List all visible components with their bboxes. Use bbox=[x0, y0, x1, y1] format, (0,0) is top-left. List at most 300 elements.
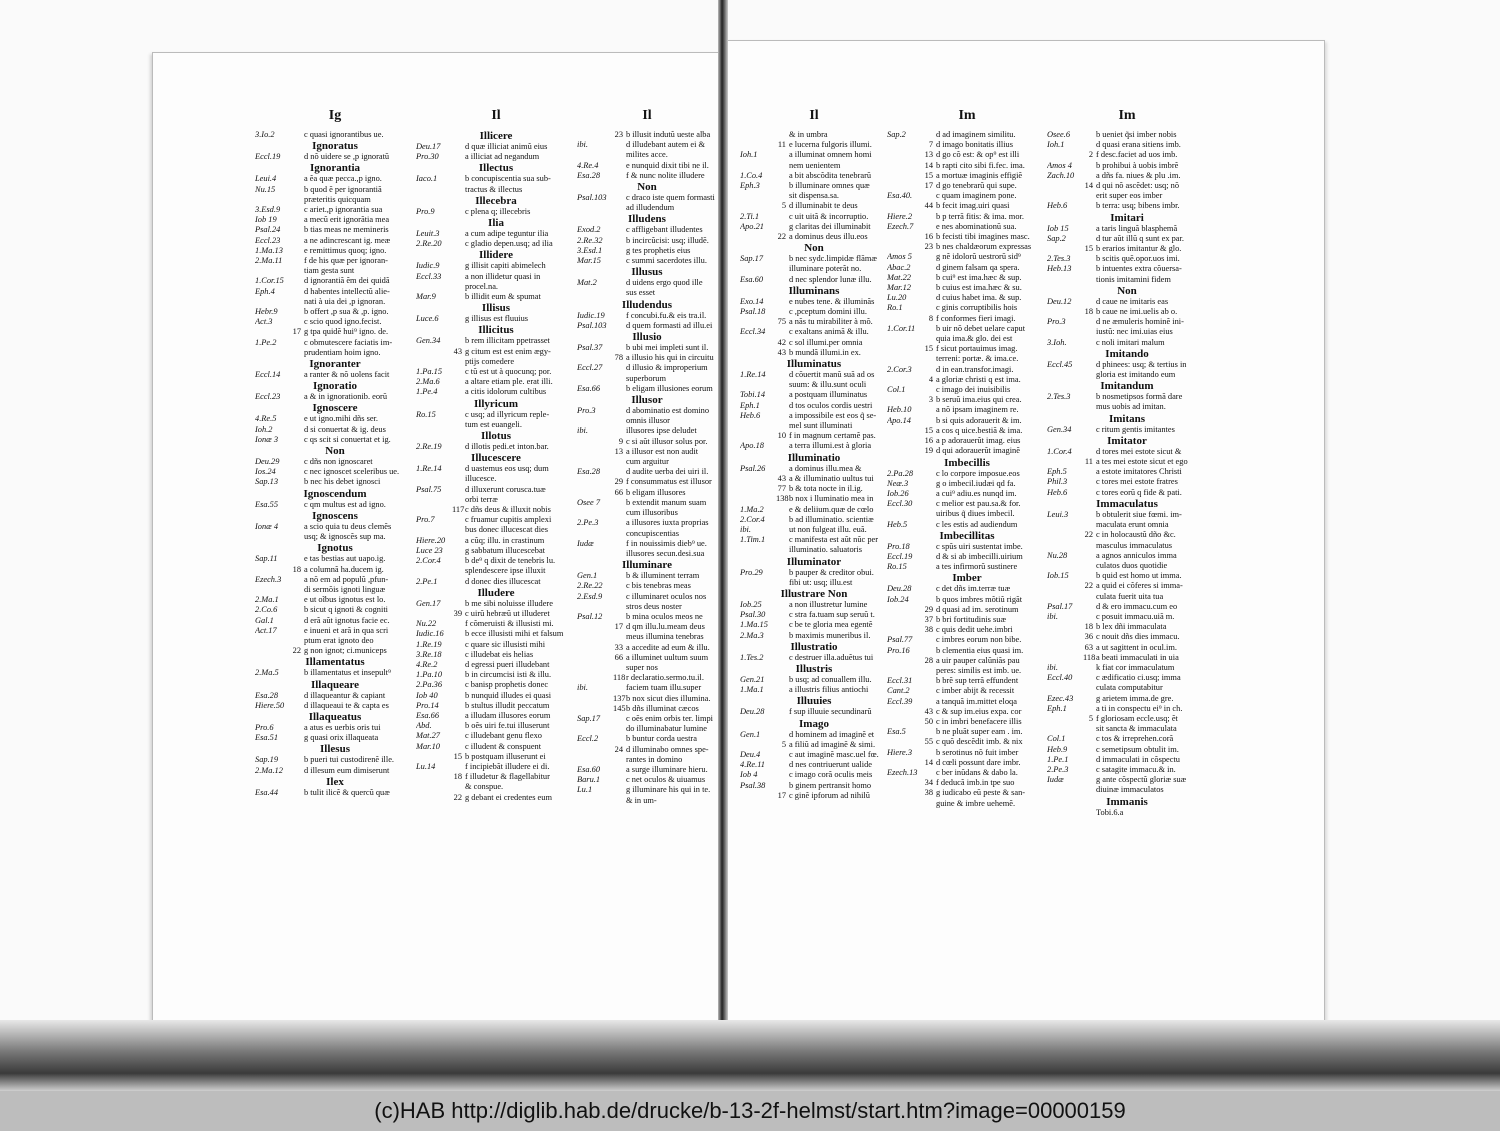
book-reference: Eccl.27 bbox=[577, 363, 603, 373]
chapter-number bbox=[923, 799, 933, 809]
book-reference: Sap.11 bbox=[255, 554, 278, 564]
headword: Ignoscendum bbox=[303, 487, 367, 500]
entry-text: g illuminare his qui in te. bbox=[626, 785, 711, 795]
book-reference: Leui.3 bbox=[1047, 509, 1069, 519]
entry-text: c illudebat eis helias bbox=[465, 649, 534, 659]
entry-text: e remittimus quoq; igno. bbox=[304, 245, 387, 255]
book-reference bbox=[255, 532, 291, 542]
chapter-number bbox=[291, 215, 301, 225]
chapter-number bbox=[613, 343, 623, 353]
entry-text: d phinees: usq; & tertius in bbox=[1096, 359, 1187, 369]
chapter-number bbox=[613, 775, 623, 785]
book-reference: Zach.10 bbox=[1047, 170, 1075, 180]
book-reference: 4.Re.11 bbox=[740, 760, 765, 770]
chapter-number bbox=[452, 546, 462, 556]
chapter-number: 17 bbox=[292, 327, 301, 337]
entry-text: c usq; ad illyricum reple- bbox=[465, 409, 550, 419]
concordance-entry bbox=[416, 515, 576, 525]
entry-text: b eligam illusores bbox=[626, 487, 686, 497]
entry-text: tionis imitamini fidem bbox=[1096, 274, 1171, 284]
chapter-number bbox=[776, 370, 786, 380]
chapter-number bbox=[291, 246, 301, 256]
chapter-number bbox=[1083, 694, 1093, 704]
entry-text: b rapti cito sibi fi.fec. ima. bbox=[936, 160, 1025, 170]
book-reference bbox=[1047, 327, 1083, 337]
concordance-entry bbox=[887, 395, 1047, 405]
chapter-number bbox=[613, 256, 623, 266]
concordance-entry bbox=[887, 635, 1047, 645]
concordance-entry bbox=[740, 515, 888, 525]
entry-text: f in nouissimis dieb⁹ ue. bbox=[626, 538, 707, 548]
book-reference: Nu.15 bbox=[255, 184, 276, 194]
book-reference: Psal.103 bbox=[577, 193, 607, 203]
entry-text: c scio quod igno.fecist. bbox=[304, 317, 382, 327]
concordance-entry bbox=[740, 411, 888, 421]
entry-text: c tũ est ut à quocunq; por. bbox=[465, 367, 552, 377]
chapter-number bbox=[776, 578, 786, 588]
chapter-number: 34 bbox=[924, 778, 933, 788]
book-reference bbox=[740, 232, 776, 242]
chapter-number bbox=[613, 384, 623, 394]
concordance-entry bbox=[577, 246, 717, 256]
entry-text: d go cõ est: & op⁹ est illi bbox=[936, 150, 1020, 160]
book-reference: Abac.2 bbox=[887, 262, 911, 272]
entry-text: b ueniet q̃si imber nobis bbox=[1096, 130, 1177, 139]
book-reference bbox=[255, 195, 291, 205]
book-reference: ibi. bbox=[740, 524, 751, 534]
chapter-number bbox=[776, 610, 786, 620]
concordance-entry bbox=[1047, 317, 1207, 327]
chapter-number bbox=[776, 191, 786, 201]
book-reference bbox=[416, 420, 452, 430]
concordance-entry bbox=[740, 610, 888, 620]
headword: Ignoratus bbox=[312, 140, 358, 153]
concordance-entry bbox=[887, 717, 1047, 727]
entry-text: f sicut portauimus imag. bbox=[936, 344, 1018, 354]
right-column-1 bbox=[740, 108, 888, 908]
chapter-number: 38 bbox=[924, 788, 933, 798]
concordance-entry bbox=[1047, 704, 1207, 714]
concordance-entry bbox=[255, 616, 415, 626]
entry-text: g claritas dei illuminabit bbox=[789, 221, 871, 231]
book-reference bbox=[577, 663, 613, 673]
concordance-entry bbox=[416, 680, 576, 690]
book-reference: Iudic.16 bbox=[416, 629, 444, 639]
book-reference: 2.Cor.3 bbox=[887, 364, 912, 374]
chapter-number bbox=[291, 626, 301, 636]
entry-text: f cõmeruisti & illusisti mi. bbox=[465, 619, 554, 629]
entry-text: illusores ipse deludet bbox=[626, 426, 697, 436]
book-reference: Pro.16 bbox=[887, 645, 910, 655]
concordance-entry bbox=[887, 562, 1047, 572]
book-reference bbox=[577, 724, 613, 734]
entry-text: b dñs illuminat cæcos bbox=[626, 703, 699, 713]
book-reference: 2.Co.6 bbox=[255, 605, 278, 615]
entry-text: b serotinus nõ fuit imber bbox=[936, 747, 1019, 757]
book-reference bbox=[887, 625, 923, 635]
chapter-number: 7 bbox=[928, 140, 933, 150]
book-reference bbox=[416, 566, 452, 576]
chapter-number: 18 bbox=[1084, 307, 1093, 317]
entry-text: c aut imaginẽ masc.uel fœ. bbox=[789, 749, 879, 759]
entry-text: a ti in conspectu ei⁹ in ch. bbox=[1096, 703, 1183, 713]
entry-text: a cui⁹ adiu.es nunqd im. bbox=[936, 488, 1017, 498]
book-reference: Esa.28 bbox=[255, 690, 279, 700]
entry-text: b illusit indutũ ueste alba bbox=[626, 130, 711, 139]
chapter-number: 22 bbox=[453, 792, 462, 802]
entry-text: a nõ em ad populũ ,pfun- bbox=[304, 574, 389, 584]
concordance-entry bbox=[1047, 571, 1207, 581]
concordance-entry bbox=[1047, 724, 1207, 734]
concordance-entry bbox=[1047, 370, 1207, 380]
concordance-entry bbox=[1047, 592, 1207, 602]
book-reference: Eph.3 bbox=[740, 181, 760, 191]
concordance-entry bbox=[740, 525, 888, 535]
concordance-entry bbox=[416, 619, 576, 629]
book-reference bbox=[577, 755, 613, 765]
entry-text: c satagite immacu.& in. bbox=[1096, 764, 1176, 774]
entry-text: c exaltans animã & illu. bbox=[789, 327, 869, 337]
concordance-entry bbox=[577, 343, 717, 353]
headword: Imbecillitas bbox=[939, 529, 995, 542]
entry-text: b nec sydc.limpidæ flãmæ bbox=[789, 254, 877, 264]
chapter-number bbox=[1083, 602, 1093, 612]
concordance-entry bbox=[740, 600, 888, 610]
concordance-entry bbox=[740, 535, 888, 545]
book-reference: Esa.28 bbox=[577, 170, 601, 180]
concordance-entry bbox=[255, 174, 415, 184]
entry-text: b cui⁹ est ima.hæc & sup. bbox=[936, 272, 1022, 282]
entry-text: rantes in domino bbox=[626, 754, 683, 764]
chapter-number bbox=[1083, 402, 1093, 412]
book-reference: 4.Re.2 bbox=[416, 659, 438, 669]
concordance-entry bbox=[577, 477, 717, 487]
entry-text: b rem illicitam ppetrasset bbox=[465, 336, 550, 346]
chapter-number bbox=[923, 499, 933, 509]
chapter-number bbox=[776, 535, 786, 545]
headword: Ignoscere bbox=[312, 402, 358, 415]
chapter-number: 3 bbox=[928, 395, 933, 405]
concordance-entry bbox=[577, 256, 717, 266]
book-reference: Eccl.19 bbox=[255, 152, 281, 162]
entry-text: c quam imaginem pone. bbox=[936, 191, 1017, 201]
entry-text: a illuminat omnem homi bbox=[789, 150, 872, 160]
entry-text: splendescere ipse illuxit bbox=[465, 566, 546, 576]
book-reference: ibi. bbox=[1047, 611, 1058, 621]
entry-text: b nec his debet ignosci bbox=[304, 477, 381, 487]
chapter-number: 5 bbox=[781, 201, 786, 211]
entry-text: f gloriosam eccle.usq; ẽt bbox=[1096, 713, 1178, 723]
concordance-entry bbox=[577, 775, 717, 785]
entry-text: g o imbecil.iudæi qd fa. bbox=[936, 478, 1016, 488]
book-reference: Iob 15 bbox=[1047, 223, 1069, 233]
concordance-entry bbox=[740, 212, 888, 222]
book-reference bbox=[887, 656, 923, 666]
book-reference: Hiere.3 bbox=[887, 747, 913, 757]
chapter-number: 42 bbox=[777, 337, 786, 347]
concordance-entry bbox=[255, 195, 415, 205]
book-reference: 2.Cor.4 bbox=[740, 514, 765, 524]
entry-text: d hominem ad imaginẽ et bbox=[789, 729, 875, 739]
entry-text: b eligam illusiones eorum bbox=[626, 383, 713, 393]
concordance-entry bbox=[255, 435, 415, 445]
chapter-number bbox=[923, 385, 933, 395]
chapter-number bbox=[613, 724, 623, 734]
book-reference: 2.Pa.28 bbox=[887, 468, 914, 478]
left-column-2 bbox=[416, 108, 576, 908]
chapter-number bbox=[452, 152, 462, 162]
chapter-number bbox=[613, 734, 623, 744]
headword: Illudere bbox=[477, 586, 515, 599]
book-reference bbox=[887, 395, 923, 405]
chapter-number bbox=[613, 311, 623, 321]
book-reference bbox=[1047, 520, 1083, 530]
concordance-entry bbox=[1047, 632, 1207, 642]
concordance-entry bbox=[1047, 477, 1207, 487]
entry-text: a cum adipe teguntur ilia bbox=[465, 229, 549, 239]
chapter-number bbox=[923, 646, 933, 656]
concordance-entry bbox=[255, 287, 415, 297]
concordance-entry bbox=[577, 539, 717, 549]
book-reference: Iudæ bbox=[577, 538, 594, 548]
concordance-entry bbox=[1047, 447, 1207, 457]
concordance-entry bbox=[1047, 425, 1207, 435]
entry-text: b postquam illuserunt ei bbox=[465, 751, 546, 761]
chapter-number bbox=[1083, 541, 1093, 551]
concordance-entry bbox=[740, 191, 888, 201]
book-reference: Iob 4 bbox=[740, 770, 758, 780]
chapter-number bbox=[452, 640, 462, 650]
concordance-entry bbox=[577, 488, 717, 498]
entry-text: g citum est est enim ægy- bbox=[465, 346, 551, 356]
concordance-entry bbox=[740, 222, 888, 232]
book-reference bbox=[887, 737, 923, 747]
chapter-number bbox=[291, 585, 301, 595]
entry-text: d nõ uidere se ,p ignoratũ bbox=[304, 152, 390, 162]
concordance-entry bbox=[1047, 683, 1207, 693]
entry-text: c quis dedit uehe.imbri bbox=[936, 625, 1013, 635]
concordance-entry bbox=[1047, 275, 1207, 285]
headword: Ilex bbox=[326, 775, 344, 788]
concordance-entry bbox=[577, 321, 717, 331]
book-reference: Iob 40 bbox=[416, 690, 438, 700]
book-reference bbox=[1047, 622, 1083, 632]
book-reference bbox=[416, 525, 452, 535]
chapter-number bbox=[291, 467, 301, 477]
book-reference: 1.Ma.15 bbox=[740, 620, 768, 630]
headword: Illamentatus bbox=[305, 656, 365, 669]
chapter-number: 10 bbox=[777, 431, 786, 441]
entry-text: guine & imbre uehemẽ. bbox=[936, 798, 1016, 808]
chapter-number bbox=[291, 276, 301, 286]
entry-text: c si aũt illusor solus por. bbox=[626, 436, 708, 446]
concordance-entry bbox=[577, 745, 717, 755]
concordance-entry bbox=[1047, 785, 1207, 795]
chapter-number bbox=[452, 495, 462, 505]
concordance-entry bbox=[887, 354, 1047, 364]
book-reference: Esa.28 bbox=[577, 467, 601, 477]
concordance-entry bbox=[740, 171, 888, 181]
concordance-entry bbox=[887, 697, 1047, 707]
book-reference: Ioh.1 bbox=[1047, 140, 1065, 150]
headword: Illicitus bbox=[478, 324, 514, 337]
chapter-number: 22 bbox=[1084, 581, 1093, 591]
entry-text: g tpa quidẽ hui⁹ igno. de. bbox=[304, 327, 389, 337]
headword: Illecebra bbox=[475, 194, 517, 207]
entry-text: a illusores iuxta proprias bbox=[626, 518, 709, 528]
entry-text: a dñs fa. niues & plu .im. bbox=[1096, 170, 1181, 180]
book-reference: Esa.5 bbox=[887, 727, 906, 737]
concordance-entry bbox=[1047, 338, 1207, 348]
chapter-number bbox=[452, 599, 462, 609]
concordance-entry bbox=[577, 653, 717, 663]
concordance-entry bbox=[416, 629, 576, 639]
entry-text: a & in ignorationib. eorũ bbox=[304, 392, 388, 402]
concordance-entry bbox=[1047, 402, 1207, 412]
concordance-entry bbox=[1047, 775, 1207, 785]
book-reference: Mar.9 bbox=[416, 292, 436, 302]
concordance-entry bbox=[255, 733, 415, 743]
entry-text: & in umbra bbox=[789, 130, 828, 139]
chapter-number bbox=[291, 701, 301, 711]
entry-text: mel sunt illuminati bbox=[789, 421, 853, 431]
concordance-entry bbox=[1047, 150, 1207, 160]
concordance-entry bbox=[887, 283, 1047, 293]
book-reference: Mar.15 bbox=[577, 256, 601, 266]
entry-text: c affligebant illudentes bbox=[626, 225, 703, 235]
chapter-number bbox=[776, 750, 786, 760]
entry-text: mus uobis ad imitan. bbox=[1096, 402, 1166, 412]
entry-text: a tes infirmorũ sustinere bbox=[936, 562, 1018, 572]
book-reference bbox=[577, 508, 613, 518]
book-reference: Esa.40. bbox=[887, 191, 913, 201]
chapter-number bbox=[1083, 161, 1093, 171]
concordance-entry bbox=[887, 748, 1047, 758]
entry-text: c posuit immacu.uiã m. bbox=[1096, 611, 1175, 621]
chapter-number: 13 bbox=[924, 150, 933, 160]
concordance-entry bbox=[255, 425, 415, 435]
copyright-footer: (c)HAB http://diglib.hab.de/drucke/b-13-2f-helmst/start.htm?image=00000159 bbox=[0, 1091, 1500, 1131]
chapter-number bbox=[923, 273, 933, 283]
chapter-number bbox=[1083, 673, 1093, 683]
chapter-number bbox=[613, 457, 623, 467]
book-reference bbox=[416, 609, 452, 619]
chapter-number bbox=[291, 225, 301, 235]
concordance-entry bbox=[740, 631, 888, 641]
concordance-entry bbox=[740, 232, 888, 242]
concordance-entry bbox=[887, 161, 1047, 171]
concordance-entry bbox=[887, 799, 1047, 809]
book-reference bbox=[1047, 724, 1083, 734]
entry-text: e tas bestias aut uapo.ig. bbox=[304, 554, 386, 564]
chapter-number bbox=[291, 317, 301, 327]
headword: Illuminare bbox=[622, 559, 672, 572]
book-reference bbox=[1047, 370, 1083, 380]
entry-text: d in ean.transfor.imagi. bbox=[936, 364, 1014, 374]
chapter-number bbox=[776, 130, 786, 140]
entry-text: d ad imaginem similitu. bbox=[936, 130, 1016, 139]
chapter-number bbox=[776, 212, 786, 222]
book-reference bbox=[887, 509, 923, 519]
chapter-number bbox=[1083, 683, 1093, 693]
entry-text: b pauper & creditor obui. bbox=[789, 567, 874, 577]
chapter-number bbox=[613, 602, 623, 612]
entry-text: a tanquã im.mittet eloqa bbox=[936, 696, 1017, 706]
book-reference: 1.Re.19 bbox=[416, 639, 442, 649]
chapter-number bbox=[452, 691, 462, 701]
chapter-number bbox=[1083, 724, 1093, 734]
entry-text: a illusio his qui in circuitu bbox=[626, 353, 714, 363]
entry-text: c quõ descẽdit imb. & nix bbox=[936, 737, 1023, 747]
concordance-entry bbox=[255, 595, 415, 605]
entry-text: b quod ẽ per ignorantiã bbox=[304, 184, 382, 194]
headword: Illesus bbox=[320, 743, 350, 756]
headword: Imago bbox=[799, 717, 829, 730]
chapter-number bbox=[923, 676, 933, 686]
book-reference: Eccl.33 bbox=[416, 271, 442, 281]
column-running-head: Il bbox=[642, 108, 652, 123]
chapter-number bbox=[1083, 745, 1093, 755]
chapter-number bbox=[923, 635, 933, 645]
concordance-entry bbox=[887, 405, 1047, 415]
book-reference bbox=[887, 201, 923, 211]
chapter-number: 18 bbox=[292, 564, 301, 574]
chapter-number bbox=[452, 515, 462, 525]
concordance-entry bbox=[577, 416, 717, 426]
book-reference: Lu.1 bbox=[577, 785, 593, 795]
entry-text: super nos bbox=[626, 662, 658, 672]
book-reference: Luce.6 bbox=[416, 314, 439, 324]
concordance-entry bbox=[416, 420, 576, 430]
concordance-entry bbox=[740, 201, 888, 211]
concordance-entry bbox=[740, 181, 888, 191]
concordance-entry bbox=[740, 390, 888, 400]
chapter-number bbox=[923, 222, 933, 232]
entry-text: tractus & illectus bbox=[465, 184, 523, 194]
chapter-number: 55 bbox=[924, 737, 933, 747]
concordance-entry bbox=[577, 622, 717, 632]
entry-text: b & tota nocte in il.ig. bbox=[789, 484, 863, 494]
headword: Illustrare Non bbox=[780, 587, 848, 600]
chapter-number bbox=[613, 203, 623, 213]
chapter-number bbox=[1083, 201, 1093, 211]
chapter-number bbox=[776, 380, 786, 390]
entry-text: d illuminabit te deus bbox=[789, 201, 858, 211]
headword: Illustris bbox=[795, 662, 833, 675]
chapter-number bbox=[1083, 264, 1093, 274]
chapter-number bbox=[291, 338, 301, 348]
entry-text: c det dñs im.terræ tuæ bbox=[936, 584, 1011, 594]
entry-text: c ariet.,p ignorantia sua bbox=[304, 205, 383, 215]
chapter-number bbox=[291, 766, 301, 776]
entry-text: b bri fortitudinis suæ bbox=[936, 614, 1007, 624]
entry-text: c semetipsum obtulit im. bbox=[1096, 744, 1179, 754]
chapter-number bbox=[923, 727, 933, 737]
concordance-entry bbox=[416, 142, 576, 152]
chapter-number bbox=[452, 377, 462, 387]
entry-text: b usq; ad conuallem illu. bbox=[789, 674, 872, 684]
entry-text: stros deus noster bbox=[626, 601, 682, 611]
entry-text: g illisus est fluuius bbox=[465, 314, 529, 324]
book-reference bbox=[577, 288, 613, 298]
book-reference: 2.Re.22 bbox=[577, 581, 603, 591]
entry-text: b obtulerit siue fœmi. im- bbox=[1096, 509, 1182, 519]
chapter-number bbox=[776, 653, 786, 663]
book-reference bbox=[887, 799, 923, 809]
book-reference bbox=[887, 140, 923, 150]
book-reference bbox=[416, 474, 452, 484]
entry-text: d quasi ad im. serotinum bbox=[936, 604, 1019, 614]
